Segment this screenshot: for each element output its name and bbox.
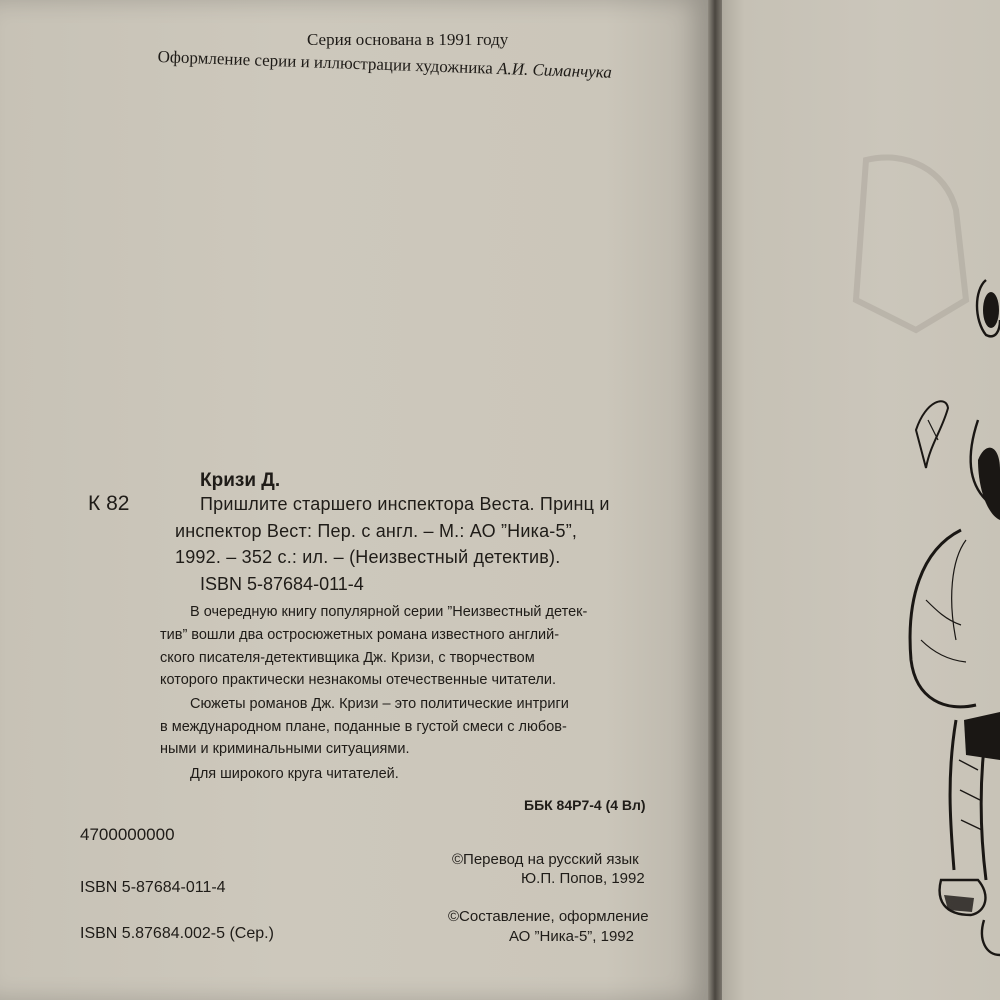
copyright-line: АО ”Ника-5”, 1992 <box>509 928 634 945</box>
pen-illustration <box>716 0 1000 1000</box>
isbn-series: ISBN 5.87684.002-5 (Сер.) <box>80 925 274 942</box>
bbk-code: ББК 84Р7-4 (4 Вл) <box>524 797 646 813</box>
leaf-icon <box>916 401 948 468</box>
catalog-number: 4700000000 <box>80 825 175 844</box>
bib-line: 1992. – 352 с.: ил. – (Неизвестный детектив). <box>175 547 561 567</box>
catalog-author: Кризи Д. <box>200 470 281 491</box>
series-founded-line: Серия основана в 1991 году <box>307 30 509 49</box>
catalog-isbn: ISBN 5-87684-011-4 <box>200 574 364 594</box>
bib-line: Пришлите старшего инспектора Веста. Принц и <box>200 494 610 514</box>
series-design-prefix: Оформление серии и иллюстрации художника <box>157 47 498 78</box>
bib-line: инспектор Вест: Пер. с англ. – М.: АО ”Ника-5”, <box>175 521 578 541</box>
copyright-line: ©Перевод на русский язык <box>452 851 639 868</box>
annotation-line: в международном плане, поданные в густой смеси с любов- <box>160 719 567 735</box>
copyright-line: Ю.П. Попов, 1992 <box>521 870 645 887</box>
copyright-line: ©Составление, оформление <box>448 908 649 925</box>
annotation-line: ского писателя-детективщика Дж. Кризи, с творчеством <box>160 650 535 666</box>
annotation-line: Для широкого круга читателей. <box>190 766 399 782</box>
annotation-line: Сюжеты романов Дж. Кризи – это политические интриги <box>190 696 569 712</box>
annotation-line: тив” вошли два остросюжетных романа известного англий- <box>160 627 560 643</box>
catalog-index: К 82 <box>88 492 130 515</box>
annotation-line: ными и криминальными ситуациями. <box>160 741 410 757</box>
annotation-line: которого практически незнакомы отечественные читатели. <box>160 672 556 688</box>
isbn-bottom: ISBN 5-87684-011-4 <box>80 879 226 896</box>
annotation-line: В очередную книгу популярной серии ”Неизвестный детек- <box>190 604 588 620</box>
series-artist-name: А.И. Симанчука <box>496 58 613 82</box>
